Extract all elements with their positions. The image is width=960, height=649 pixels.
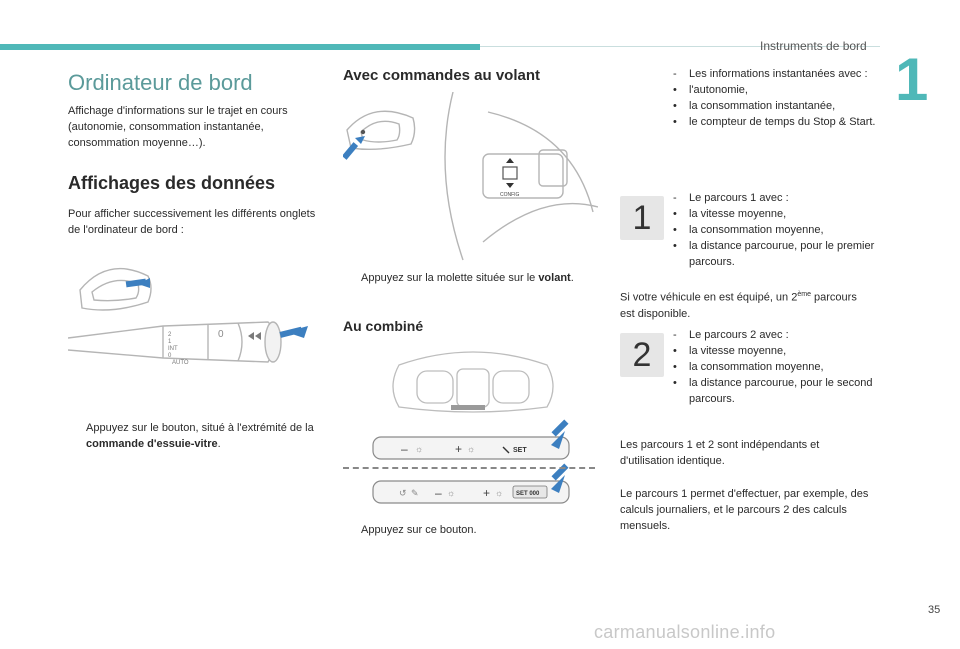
list-text: l'autonomie,	[689, 84, 748, 96]
list-marker: •	[673, 116, 677, 128]
bullet-text-end: .	[570, 272, 574, 284]
list-item	[673, 327, 888, 343]
list-marker: •	[673, 208, 677, 220]
list-item	[673, 98, 888, 114]
svg-text:0: 0	[218, 329, 224, 340]
config-label: CONFIG	[500, 192, 520, 198]
list-marker: -	[673, 192, 677, 204]
list-text: la vitesse moyenne,	[689, 208, 787, 220]
list-marker: •	[673, 224, 677, 236]
list-item	[673, 114, 888, 130]
set-000-label: SET 000	[516, 491, 540, 497]
lead-text: Pour afficher successivement les différents onglets de l'ordinateur de bord :	[68, 208, 316, 236]
list-item	[673, 375, 888, 407]
bullet-marker	[343, 522, 355, 538]
svg-text:–: –	[401, 442, 408, 456]
list-item	[673, 343, 888, 359]
list-marker: •	[673, 345, 677, 357]
bullet-text-end: .	[217, 438, 221, 450]
wiper-stalk-illustration	[68, 252, 326, 380]
svg-text:–: –	[435, 486, 442, 500]
svg-text:+: +	[483, 486, 491, 500]
list-item	[673, 82, 888, 98]
steering-wheel-illustration	[343, 92, 598, 262]
list-marker: •	[673, 361, 677, 373]
list-text: le compteur de temps du Stop & Start.	[689, 116, 876, 128]
list-text: la consommation moyenne,	[689, 361, 824, 373]
list-text: Les informations instantanées avec :	[689, 68, 868, 80]
list-trip-2	[673, 327, 888, 407]
section-title-display: Affichages des données	[68, 173, 276, 193]
second-trip-text: Si votre véhicule en est équipé, un 2	[620, 291, 798, 304]
bullet-text: Appuyez sur ce bouton.	[361, 524, 477, 536]
header-accent-bar	[0, 44, 480, 50]
svg-text:☼: ☼	[495, 488, 504, 498]
svg-text:☼: ☼	[467, 444, 476, 454]
bullet-wiper-button	[68, 420, 326, 452]
stalk-label-int: INT	[168, 346, 178, 352]
second-trip-text-end: parcours est disponible.	[620, 291, 857, 320]
list-item	[673, 359, 888, 375]
bullet-text: Appuyez sur le bouton, situé à l'extrémité de la	[86, 422, 314, 434]
second-trip-note	[620, 287, 870, 322]
svg-text:☼: ☼	[447, 488, 456, 498]
list-marker: •	[673, 100, 677, 112]
page-title: Ordinateur de bord	[68, 70, 253, 95]
trips-independent-text: Les parcours 1 et 2 sont indépendants et d'utilisation identique.	[620, 439, 820, 467]
list-text: la distance parcourue, pour le premier parcours.	[689, 240, 875, 268]
list-marker: •	[673, 84, 677, 96]
list-text: la vitesse moyenne,	[689, 345, 787, 357]
intro-text: Affichage d'informations sur le trajet en cours (autonomie, consommation instantanée, consommation moyenne…).	[68, 105, 288, 149]
bullet-text: Appuyez sur la molette située sur le	[361, 272, 539, 284]
svg-text:☼: ☼	[415, 444, 424, 454]
stalk-label-1: 1	[168, 339, 172, 345]
watermark-text: carmanualsonline.info	[594, 622, 776, 642]
list-text: la consommation moyenne,	[689, 224, 824, 236]
stalk-label-auto: AUTO	[172, 360, 189, 366]
stalk-label-2: 2	[168, 332, 172, 338]
chapter-number: 1	[895, 46, 929, 113]
list-marker: •	[673, 240, 677, 252]
list-item	[673, 222, 888, 238]
bullet-marker	[68, 420, 80, 452]
bullet-bold-text: commande d'essuie-vitre	[86, 438, 218, 450]
svg-text:+: +	[455, 442, 463, 456]
list-item	[673, 238, 888, 270]
page-number: 35	[928, 604, 941, 616]
list-text: la distance parcourue, pour le second parcours.	[689, 377, 873, 405]
list-item	[673, 206, 888, 222]
section-title-steering: Avec commandes au volant	[343, 67, 541, 84]
list-trip-1	[673, 190, 888, 270]
second-trip-superscript: ème	[797, 291, 811, 298]
section-header: Instruments de bord	[760, 39, 867, 53]
list-text: la consommation instantanée,	[689, 100, 836, 112]
svg-text:✎: ✎	[411, 488, 419, 498]
divider-dashed	[343, 467, 595, 469]
bullet-marker	[343, 270, 355, 286]
list-item	[673, 66, 888, 82]
set-label: SET	[513, 447, 527, 454]
list-marker: •	[673, 377, 677, 389]
bullet-bold-text: volant	[538, 272, 571, 284]
trips-example-text: Le parcours 1 permet d'effectuer, par exemple, des calculs journaliers, et le parcours 2 des calculs mensuels.	[620, 488, 869, 532]
list-marker: -	[673, 68, 677, 80]
svg-text:↺: ↺	[399, 488, 407, 498]
list-text: Le parcours 2 avec :	[689, 329, 789, 341]
bullet-cluster-button	[343, 522, 598, 538]
list-marker: -	[673, 329, 677, 341]
list-item	[673, 190, 888, 206]
list-text: Le parcours 1 avec :	[689, 192, 789, 204]
section-title-cluster: Au combiné	[343, 318, 424, 334]
list-instant-info	[673, 66, 888, 130]
trip-1-badge: 1	[620, 196, 664, 240]
trip-2-badge: 2	[620, 333, 664, 377]
stalk-label-0: 0	[168, 353, 172, 359]
instrument-cluster-illustration	[343, 345, 598, 525]
bullet-steering-wheel	[343, 270, 603, 286]
